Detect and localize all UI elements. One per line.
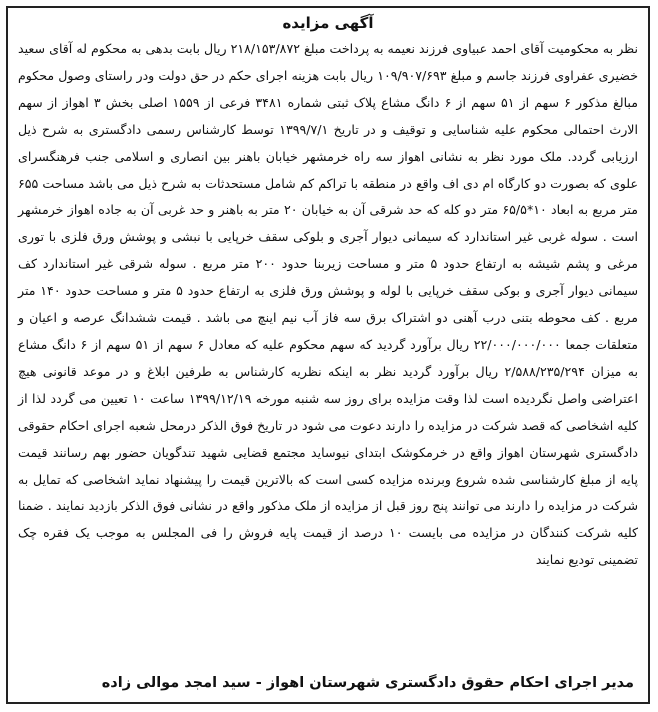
notice-body: نظر به محکومیت آقای احمد عبیاوی فرزند نعیمه به پرداخت مبلغ ۲۱۸/۱۵۳/۸۷۲ ریال بابت بدهی به محکوم له آقای سعید خضیری عفراوی فرزند جاسم و مبلغ ۱۰۹/۹۰۷/۶۹۳ ریال بابت هزینه اجرای حکم در حق دولت ودر راستای وصول محکوم مبالغ مذکور ۶ سهم از ۵۱ سهم از ۶ دانگ مشاع پلاک ثبتی شماره ۳۴۸۱ فرعی از ۱۵۵۹ اصلی بخش ۳ اهواز از سهم الارث احتمالی محکوم علیه شناسایی و توقیف و در تاریخ ۱۳۹۹/۷/۱ توسط کارشناس رسمی دادگستری به شرح ذیل ارزیابی گردد. ملک مورد نظر به نشانی اهواز سه راه خرمشهر خیابان باهنر بین انصاری و اسلامی جنب فرهنگسرای علوی که بصورت دو کارگاه ام دی اف واقع در منطقه با تراکم کم شامل مستحدثات به شرح ذیل می باشد مساحت ۶۵۵ متر مربع به ابعاد ۱۰*۶۵/۵ متر دو کله که حد شرقی آن به خیابان ۲۰ متر به باهنر و حد غربی آن به جاده اهواز خرمشهر است . سوله غربی غیر استاندارد که سیمانی دیوار آجری و بلوکی سقف خرپایی با نبشی و پوشش ورق فلزی با توری مرغی و پشم شیشه به ارتفاع حدود ۵ متر و مساحت زیربنا حدود ۲۰۰ متر مربع . سوله شرقی غیر استاندارد کف سیمانی دیوار آجری و بوکی سقف خرپایی با لوله و پوشش ورق فلزی به ارتفاع حدود ۵ متر و مساحت حدود ۱۴۰ متر مربع . کف محوطه بتنی درب آهنی دو اشتراک برق سه فاز آب نیم اینچ می باشد . قیمت ششدانگ عرصه و اعیان و متعلقات جمعا ۲۲/۰۰۰/۰۰۰/۰۰۰ ریال برآورد گردید که سهم محکوم علیه که معادل ۶ سهم از ۵۱ سهم از ۶ دانگ مشاع به میزان ۲/۵۸۸/۲۳۵/۲۹۴ ریال برآورد گردید نظر به اینکه نظریه کارشناس به طرفین ابلاغ و در موعد قانونی هیچ اعتراضی واصل نگردیده است لذا وقت مزایده برای روز سه شنبه مورخه ۱۳۹۹/۱۲/۱۹ ساعت ۱۰ تعیین می گردد لذا از کلیه اشخاصی که قصد شرکت در مزایده را دارند دعوت می شود در تاریخ فوق الذکر درمحل شعبه اجرای احکام حقوقی دادگستری شهرستان اهواز واقع در خرمکوشک ابتدای نیوساید مجتمع قضایی شهید تندگویان حضور بهم رسانند قیمت پایه از مبلغ کارشناسی شده شروع وبرنده مزایده کسی است که بالاترین قیمت را پیشنهاد نماید اشخاصی که تمایل به شرکت در مزایده را دارند می توانند پنج روز قبل از مزایده از ملک مذکور واقع در نشانی فوق الذکر بازدید نمایند . ضمنا کلیه شرکت کنندگان در مزایده می بایست ۱۰ درصد از قیمت پایه فروش را فی المجلس به موجب یک فقره چک تضمینی تودیع نمایند xyxy=(18,41,639,568)
notice-signature: مدیر اجرای احکام حقوق دادگستری شهرستان اهواز - سید امجد موالی زاده xyxy=(101,675,634,691)
notice-title: آگهی مزایده xyxy=(282,14,374,32)
auction-notice xyxy=(6,6,650,704)
